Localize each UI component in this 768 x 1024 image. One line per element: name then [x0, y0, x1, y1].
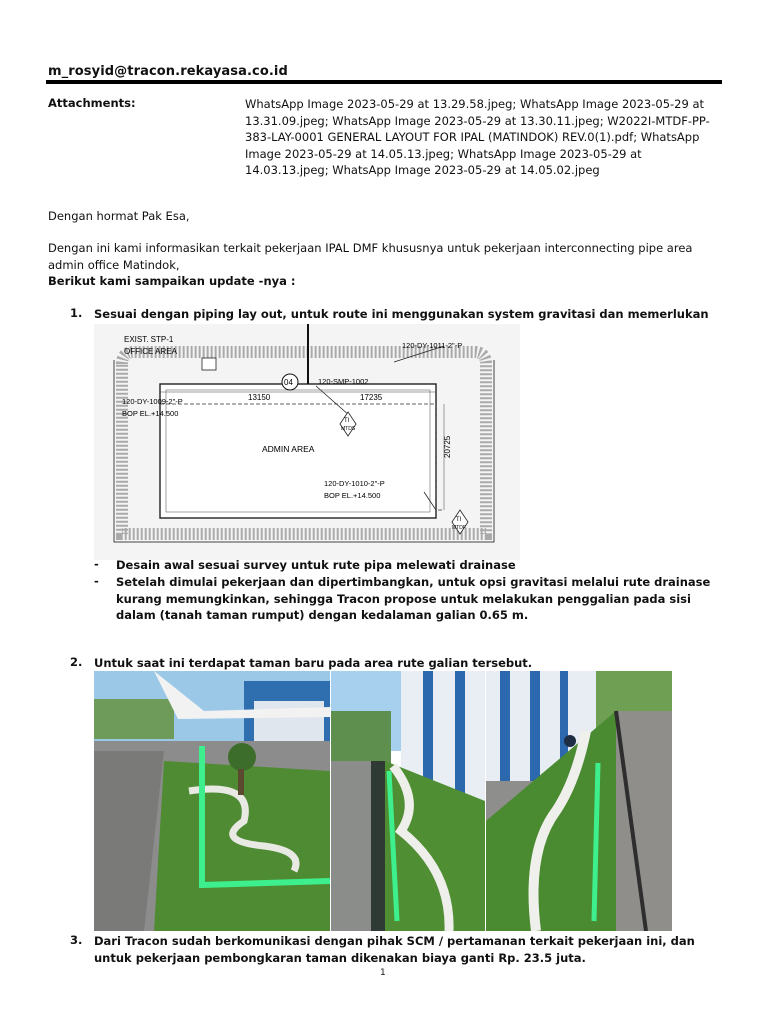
lead-line: Berikut kami sampaikan update -nya : [48, 274, 296, 288]
garden-photo-3 [486, 671, 672, 931]
label-dim-right: 17235 [360, 393, 383, 402]
label-office: OFFICE AREA [124, 347, 177, 356]
label-tag: 04 [284, 378, 293, 387]
label-bop-left: BOP EL.+14.500 [122, 409, 179, 418]
label-dim-vert: 20725 [443, 435, 452, 458]
item-2-text: Untuk saat ini terdapat taman baru pada area rute galian tersebut. [94, 656, 533, 670]
attachments-label: Attachments: [48, 96, 136, 110]
item-3-text: Dari Tracon sudah berkomunikasi dengan pihak SCM / pertamanan terkait pekerjaan ini, dan untuk pekerjaan pembongkaran taman dikenakan biaya ganti Rp. 23.5 juta. [94, 934, 695, 965]
label-pipe-top: 120-DY-1011-2"-P [402, 341, 463, 350]
sender-email: m_rosyid@tracon.rekayasa.co.id [48, 64, 288, 79]
label-pipe-mid: 120-DY-1010-2"-P [324, 479, 385, 488]
header-rule [46, 80, 722, 84]
piping-layout-drawing [94, 324, 520, 560]
label-bop-mid: BOP EL.+14.500 [324, 491, 381, 500]
label-admin: ADMIN AREA [262, 444, 315, 454]
bullet-2-text: Setelah dimulai pekerjaan dan dipertimbangkan, untuk opsi gravitasi melalui rute drainase kurang memungkinkan, sehingga Tracon propose untuk melakukan penggalian pada sisi dalam (tanah taman rumput) dengan kedalaman galian 0.65 m. [116, 575, 711, 622]
item-2-number: 2. [70, 655, 83, 669]
page-number: 1 [380, 968, 386, 978]
item-1-number: 1. [70, 306, 83, 320]
attachments-list: WhatsApp Image 2023-05-29 at 13.29.58.jpeg; WhatsApp Image 2023-05-29 at 13.31.09.jpeg; WhatsApp Image 2023-05-29 at 13.30.11.jpeg; W2022I-MTDF-PP-383-LAY-0001 GENERAL LAYOUT FOR IPAL (MATINDOK) REV.0(1).pdf; WhatsApp Image 2023-05-29 at 14.05.13.jpeg; WhatsApp Image 2023-05-29 at 14.03.13.jpeg; WhatsApp Image 2023-05-29 at 14.05.02.jpeg [245, 97, 710, 177]
garden-photo-2 [331, 671, 485, 931]
bullet-1-text: Desain awal sesuai survey untuk rute pipa melewati drainase [116, 558, 516, 572]
garden-photo-1 [94, 671, 330, 931]
bullet-2-mark: - [94, 574, 99, 588]
label-ti-2: TI [456, 517, 462, 523]
intro-paragraph: Dengan ini kami informasikan terkait pekerjaan IPAL DMF khususnya untuk pekerjaan interconnecting pipe area admin office Matindok, [48, 241, 693, 272]
label-mtds: MTDS [341, 426, 356, 432]
bullet-1-mark: - [94, 557, 99, 571]
label-mtdf: MTDF [452, 525, 466, 531]
label-pipe-left: 120-DY-1009-2"-P [122, 397, 183, 406]
label-exist: EXIST. STP-1 [124, 335, 174, 344]
greeting: Dengan hormat Pak Esa, [48, 209, 190, 223]
label-pipe-smp: 120-SMP-1002 [318, 377, 369, 386]
label-ti: TI [344, 418, 350, 424]
item-3-number: 3. [70, 933, 83, 947]
label-dim-left: 13150 [248, 393, 271, 402]
item-1-text: Sesuai dengan piping lay out, untuk route ini menggunakan system gravitasi dan memerlukan [94, 307, 709, 321]
